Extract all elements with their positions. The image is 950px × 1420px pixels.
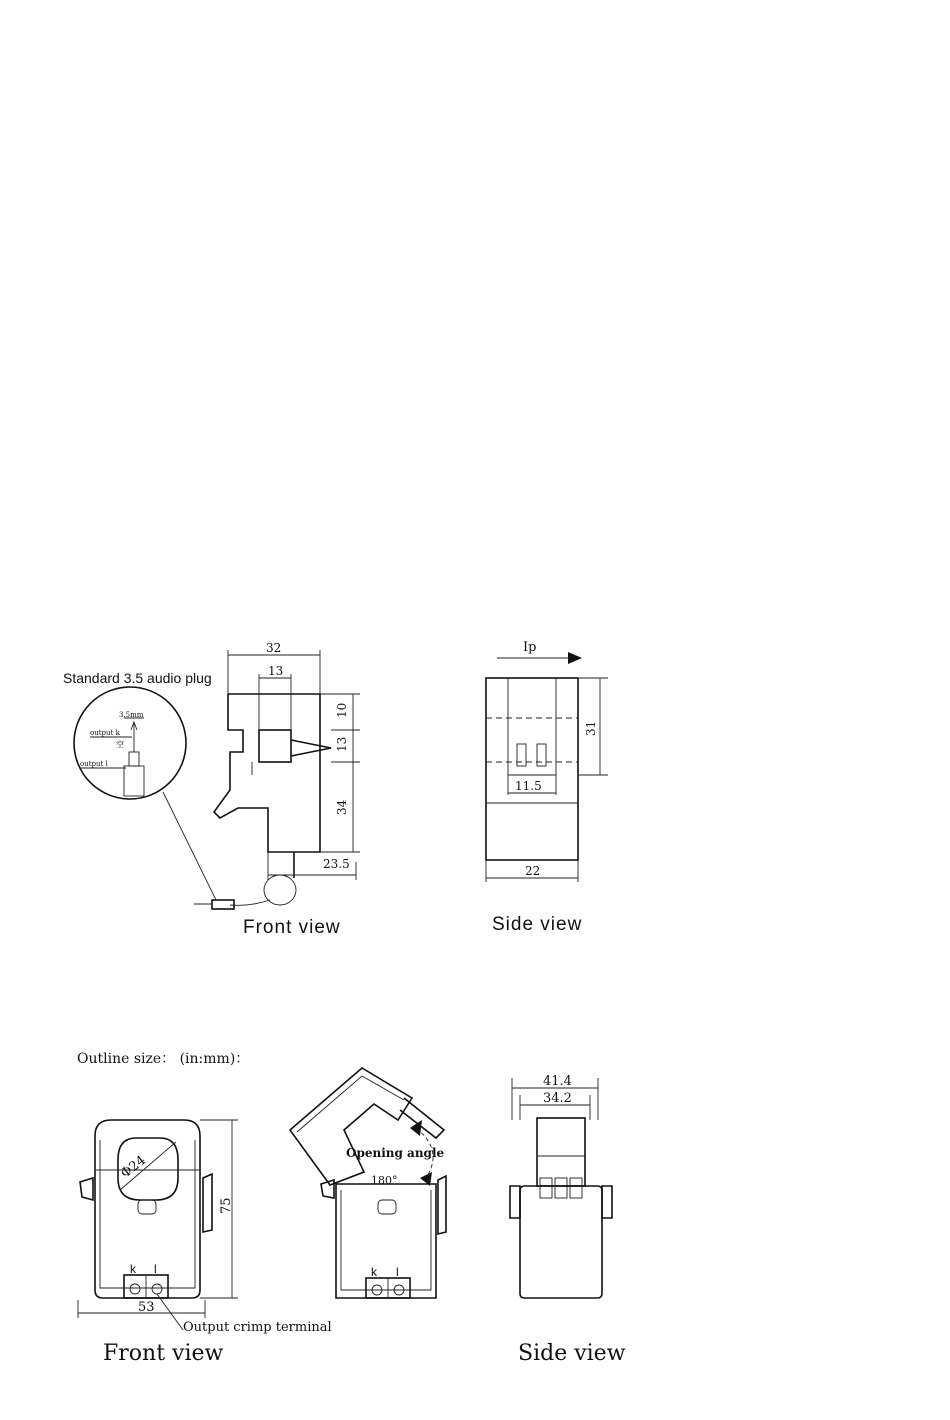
opening-angle-label: Opening angle xyxy=(346,1146,445,1160)
current-label: Ip xyxy=(523,640,537,655)
dim-13-right: 13 xyxy=(335,736,349,752)
dim-23-5: 23.5 xyxy=(323,857,350,871)
outline-size-label: Outline size： (in:mm)： xyxy=(77,1051,250,1067)
dim-34: 34 xyxy=(335,799,349,815)
output-l-label: output l xyxy=(80,760,108,768)
bottom-side-view-drawing xyxy=(510,1074,612,1298)
bottom-front-view-drawing xyxy=(78,1120,238,1318)
plug-label: Standard 3.5 audio plug xyxy=(63,670,212,686)
dim-22: 22 xyxy=(525,864,541,878)
dim-32: 32 xyxy=(266,641,282,655)
dim-34-2: 34.2 xyxy=(543,1091,572,1106)
terminal-l-label: l xyxy=(154,1262,157,1276)
dim-10: 10 xyxy=(335,702,349,718)
plug-connector xyxy=(212,900,234,909)
bottom-side-view-caption: Side view xyxy=(518,1341,626,1366)
output-k-label: output k xyxy=(90,729,120,737)
opened-ct-drawing xyxy=(290,1068,446,1298)
top-front-view-drawing xyxy=(194,641,360,909)
audio-plug-detail xyxy=(74,687,186,799)
crimp-leader-line xyxy=(157,1294,183,1330)
dim-13-top: 13 xyxy=(268,664,284,678)
crimp-label: Output crimp terminal xyxy=(183,1320,332,1335)
bottom-front-view-caption: Front view xyxy=(103,1341,224,1366)
bottom-section xyxy=(77,1051,626,1366)
open-terminal-k-label: k xyxy=(371,1265,377,1279)
plug-leader-line xyxy=(163,792,216,900)
plug-dimension: 3.5mm xyxy=(119,711,144,719)
dim-11-5: 11.5 xyxy=(515,779,542,793)
dim-bore: Φ24 xyxy=(118,1153,149,1182)
open-terminal-l-label: l xyxy=(396,1265,399,1279)
top-section xyxy=(63,640,608,938)
top-front-view-caption: Front view xyxy=(243,917,341,938)
ground-icon: 空 xyxy=(116,740,124,749)
terminal-k-label: k xyxy=(130,1262,136,1276)
dim-31: 31 xyxy=(584,720,598,736)
audio-plug-icon xyxy=(124,722,144,796)
dim-53: 53 xyxy=(138,1300,155,1315)
arrow-right-icon xyxy=(497,652,582,664)
top-side-view-drawing xyxy=(486,640,608,882)
opening-degrees-label: 180° xyxy=(371,1174,398,1187)
dim-75: 75 xyxy=(219,1197,234,1214)
top-side-view-caption: Side view xyxy=(492,914,583,935)
dim-41-4: 41.4 xyxy=(543,1074,572,1089)
